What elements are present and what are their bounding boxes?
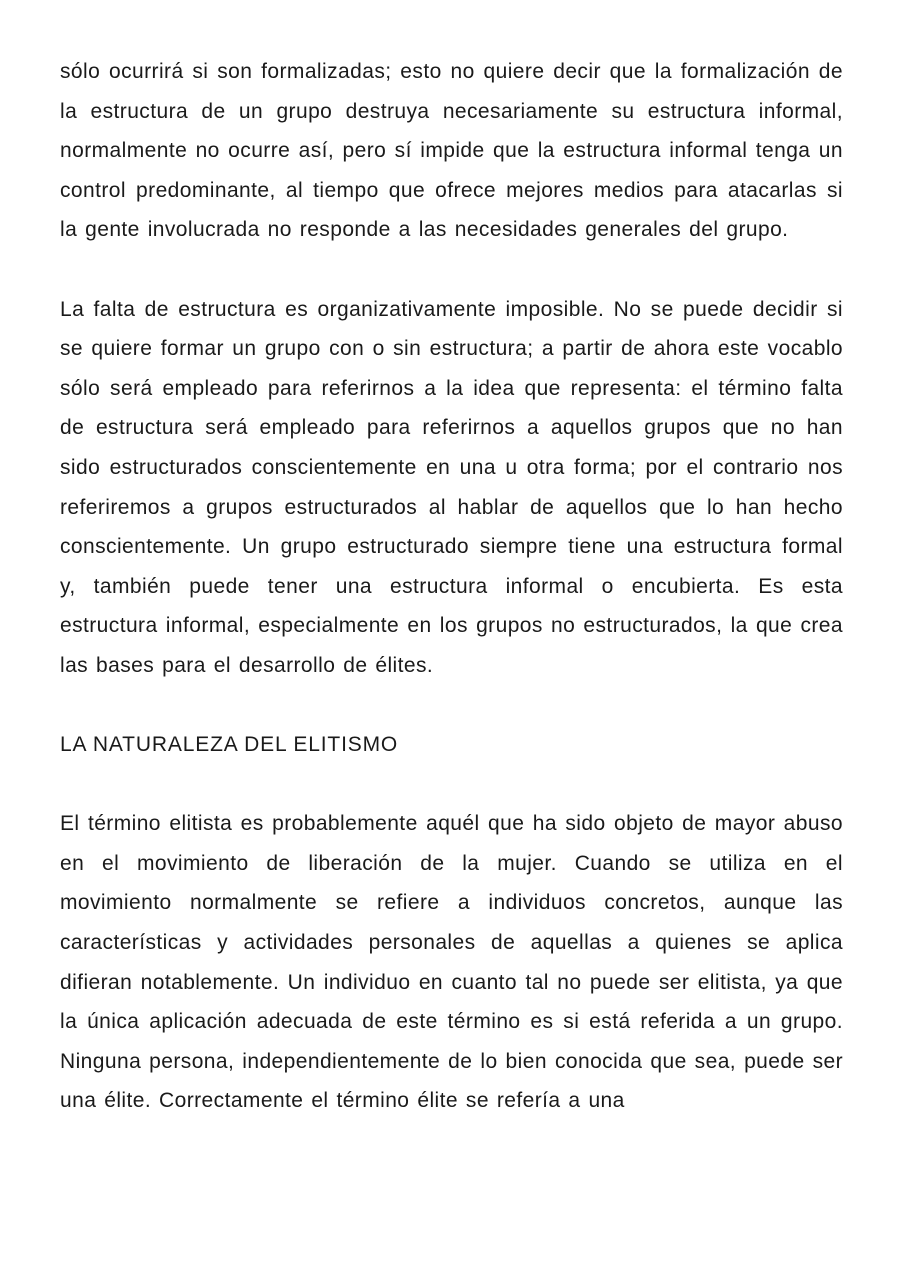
paragraph-3: El término elitista es probablemente aquél que ha sido objeto de mayor abuso en el movimiento de liberación de la mujer. Cuando se utiliza en el movimiento normalmente se refiere a individuos concretos, aunque las características y actividades personales de aquellas a quienes se aplica difieran notablemente. Un individuo en cuanto tal no puede ser elitista, ya que la única aplicación adecuada de este término es si está referida a un grupo. Ninguna persona, independientemente de lo bien conocida que sea, puede ser una élite. Correctamente el término élite se refería a una: [60, 812, 843, 1113]
section-heading: LA NATURALEZA DEL ELITISMO: [60, 733, 399, 757]
paragraph-1: sólo ocurrirá si son formalizadas; esto no quiere decir que la formalización de la estructura de un grupo destruya necesariamente su estructura informal, normalmente no ocurre así, pero sí impide que la estructura informal tenga un control predominante, al tiempo que ofrece mejores medios para atacarlas si la gente involucrada no responde a las necesidades generales del grupo.: [60, 60, 843, 242]
paragraph-2: La falta de estructura es organizativamente imposible. No se puede decidir si se quiere formar un grupo con o sin estructura; a partir de ahora este vocablo sólo será empleado para referirnos a la idea que representa: el término falta de estructura será empleado para referirnos a aquellos grupos que no han sido estructurados conscientemente en una u otra forma; por el contrario nos referiremos a grupos estructurados al hablar de aquellos que lo han hecho conscientemente. Un grupo estructurado siempre tiene una estructura formal y, también puede tener una estructura informal o encubierta. Es esta estructura informal, especialmente en los grupos no estructurados, la que crea las bases para el desarrollo de élites.: [60, 297, 843, 677]
